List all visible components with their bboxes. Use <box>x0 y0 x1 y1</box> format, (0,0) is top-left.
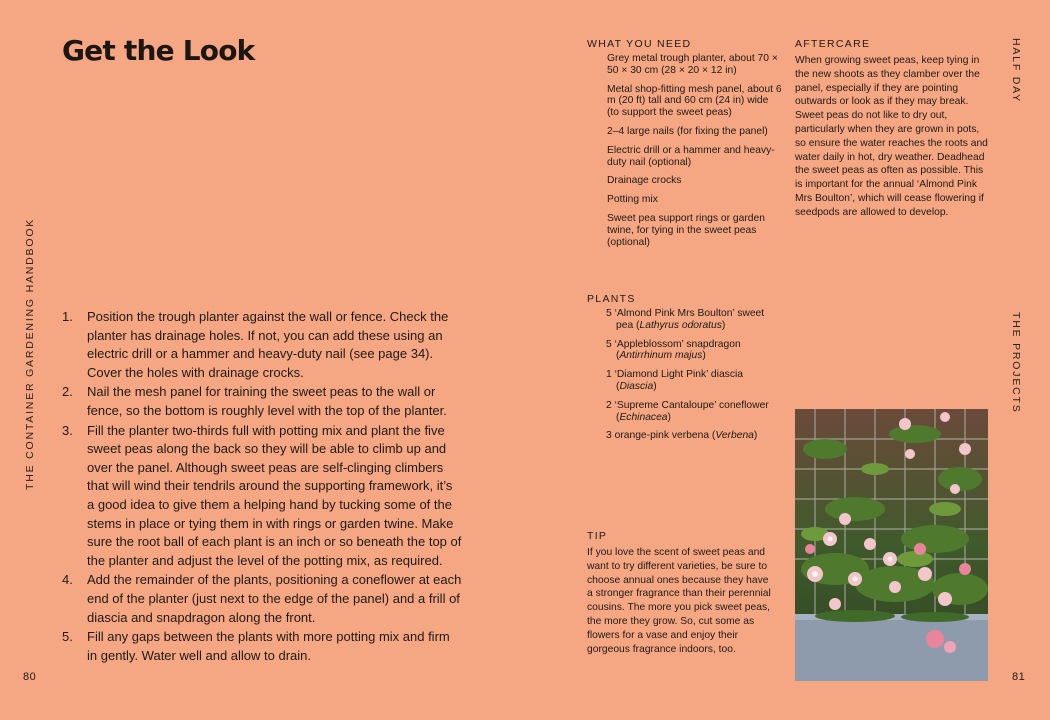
what-you-need-heading: WHAT YOU NEED <box>587 38 692 50</box>
list-item <box>606 308 781 332</box>
planter-photo <box>795 409 988 681</box>
list-item: 2–4 large nails (for fixing the panel) <box>607 125 768 137</box>
list-item <box>606 369 781 393</box>
list-item: Electric drill or a hammer and heavy-duty nail (optional) <box>607 144 775 168</box>
list-item: Metal shop-fitting mesh panel, about 6 m (20 ft) tall and 60 cm (24 in) wide (to support the sweet peas) <box>607 83 782 119</box>
plant-name: 2 ‘Supreme Cantaloupe’ coneflower ( <box>606 399 769 423</box>
plant-close-paren: ) <box>667 411 671 423</box>
list-item: Drainage crocks <box>607 175 682 187</box>
page-number-right: 81 <box>1012 671 1026 683</box>
tip-heading: TIP <box>587 530 608 542</box>
plants-heading: PLANTS <box>587 293 636 305</box>
list-item: Grey metal trough planter, about 70 × 50 × 30 cm (28 × 20 × 12 in) <box>607 53 778 76</box>
plant-name: 5 ‘Almond Pink Mrs Boulton’ sweet pea ( <box>606 308 765 331</box>
list-item <box>606 400 781 424</box>
plant-latin-name: Lathyrus odoratus <box>639 319 722 331</box>
plant-name: 1 ‘Diamond Light Pink’ diascia ( <box>606 369 743 392</box>
book-title-spine: THE CONTAINER GARDENING HANDBOOK <box>24 217 36 490</box>
plant-latin-name: Diascia <box>619 380 654 392</box>
list-item: Potting mix <box>607 194 658 206</box>
list-item: Sweet pea support rings or garden twine, for tying in the sweet peas (optional) <box>607 212 765 248</box>
step-number: 4. <box>62 572 73 588</box>
list-item <box>606 430 781 442</box>
aftercare-text: When growing sweet peas, keep tying in the new shoots as they clamber over the panel, especially if they are pointing outwards or look as if they may break. Sweet peas do not like to dry out, particularly when they are grown in pots, so ensure the water reaches the roots and water daily in hot, dry weather. Deadhead the sweet peas as often as possible. This is important for the annual ‘Almond Pink Mrs Boulton’, which will cease flowering if seedpods are allowed to develop. <box>795 55 988 218</box>
page-title: Get the Look <box>62 34 255 67</box>
section-label-projects: THE PROJECTS <box>1010 312 1022 414</box>
plant-latin-name: Antirrhinum majus <box>619 350 703 362</box>
page-number-left: 80 <box>23 671 37 683</box>
step-text: Nail the mesh panel for training the sweet peas to the wall or fence, so the bottom is roughly level with the top of the planter. <box>87 384 447 418</box>
tip-text: If you love the scent of sweet peas and want to try different varieties, be sure to choose annual ones because they have a stronger fragrance than their perennial cousins. The more you pick sweet peas, the more they grow. So, cut some as flowers for a vase and enjoy their gorgeous fragrance indoors, too. <box>587 547 771 655</box>
plant-name: 3 orange-pink verbena ( <box>606 430 716 442</box>
step-number: 2. <box>62 384 73 400</box>
plants-list <box>606 308 781 449</box>
list-item <box>606 339 781 363</box>
step-item <box>62 383 462 420</box>
step-item <box>62 308 462 382</box>
step-text: Add the remainder of the plants, positioning a coneflower at each end of the planter (just next to the edge of the panel) and a frill of diascia and snapdragon along the front. <box>87 572 462 625</box>
section-label-half-day: HALF DAY <box>1010 38 1022 103</box>
plant-close-paren: ) <box>753 430 758 442</box>
plant-latin-name: Echinacea <box>619 411 668 423</box>
step-item <box>62 628 462 665</box>
step-item <box>62 422 462 571</box>
plant-close-paren: ) <box>653 380 657 392</box>
sweet-pea-planter-image <box>795 409 988 681</box>
step-text: Position the trough planter against the wall or fence. Check the planter has drainage holes. If not, you can add these using an electric drill or a hammer and heavy-duty nail (see page 34). Cover the holes with drainage crocks. <box>87 309 449 380</box>
instruction-steps <box>62 308 462 666</box>
step-number: 1. <box>62 309 73 324</box>
step-text: Fill the planter two-thirds full with potting mix and plant the five sweet peas along the back so they will be able to climb up and over the panel. Although sweet peas are self-clinging climbers that will wind their tendrils around the supporting framework, it’s a good idea to give them a helping hand by tucking some of the stems in place or tying them in with rings or garden twine. Make sure the root ball of each plant is an inch or so beneath the top of the planter and adjust the level of the potting mix, as required. <box>87 422 462 568</box>
plant-name: 5 ‘Appleblossom’ snapdragon ( <box>606 338 741 362</box>
plant-close-paren: ) <box>721 319 726 331</box>
plant-close-paren: ) <box>702 350 706 362</box>
step-item <box>62 571 462 627</box>
what-you-need-list <box>607 53 782 255</box>
step-number: 3. <box>62 422 73 438</box>
plant-latin-name: Verbena <box>715 430 754 442</box>
aftercare-heading: AFTERCARE <box>795 38 871 50</box>
step-number: 5. <box>62 629 73 645</box>
step-text: Fill any gaps between the plants with more potting mix and firm in gently. Water well and allow to drain. <box>87 629 450 663</box>
